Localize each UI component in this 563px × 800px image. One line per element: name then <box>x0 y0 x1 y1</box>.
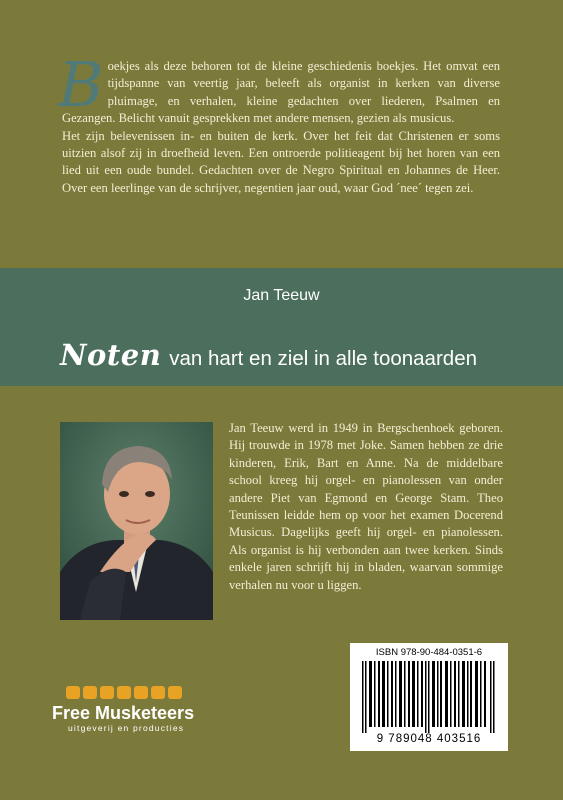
logo-tile-icon <box>151 686 165 699</box>
barcode-bars <box>360 661 498 733</box>
publisher-logo <box>52 686 222 733</box>
blurb-paragraph-1 <box>58 48 500 128</box>
blurb-text-1: Het omvat een tijdspanne van veertig jaar, beleeft als organist in kerken van diverse pluimage, en verhalen, kleine gedachten over liederen, Psalmen en Gezangen. Belicht vanuit gesprekken met andere mensen, gezien als musicus. <box>62 59 500 126</box>
barcode <box>350 643 508 751</box>
book-title <box>60 338 530 372</box>
publisher-tagline: uitgeverij en producties <box>68 723 185 733</box>
blurb-paragraph-2: Het zijn belevenissen in- en buiten de kerk. Over het feit dat Christenen er soms uitzien alsof zij in droefheid leven. Een ontroerde politieagent bij het horen van een lied uit een oude bundel. Gedachten over de Negro Spiritual en Johannes de Heer. Over een leerlinge van de schrijver, negentien jaar oud, waar God ´nee´ tegen zei. <box>62 128 500 195</box>
blurb-first-line: oekjes als deze behoren tot de kleine geschiedenis boekjes. <box>107 59 419 73</box>
book-title-rest: van hart en ziel in alle toonaarden <box>169 347 477 370</box>
author-biography: Jan Teeuw werd in 1949 in Bergschenhoek geboren. Hij trouwde in 1978 met Joke. Samen hebben ze drie kinderen, Erik, Bart en Anne. Na de middelbare school kreeg hij orgel- en pianolessen van onder andere Piet van Egmond en George Stam. Theo Teunissen leidde hem op voor het examen Docerend Musicus. Dagelijks geeft hij orgel- en pianolessen. Als organist is hij verbonden aan twee kerken. Sinds enkele jaren schrijft hij in bladen, waarvan sommige verhalen nu voor u liggen. <box>229 421 503 592</box>
book-title-script: Noten <box>60 338 162 372</box>
author-name: Jan Teeuw <box>243 287 320 304</box>
isbn-number: ISBN 978-90-484-0351-6 <box>375 647 483 658</box>
logo-tile-icon <box>66 686 80 699</box>
ean-number: 9 789048 403516 <box>376 733 482 745</box>
author-photo <box>60 422 213 620</box>
publisher-name: Free Musketeers <box>52 703 195 723</box>
logo-tile-icon <box>134 686 148 699</box>
back-cover-blurb <box>58 48 500 197</box>
logo-tile-icon <box>83 686 97 699</box>
logo-tile-icon <box>100 686 114 699</box>
logo-tile-icon <box>168 686 182 699</box>
logo-tile-icon <box>117 686 131 699</box>
drop-cap: B <box>58 48 104 121</box>
logo-icon-row <box>66 686 222 699</box>
